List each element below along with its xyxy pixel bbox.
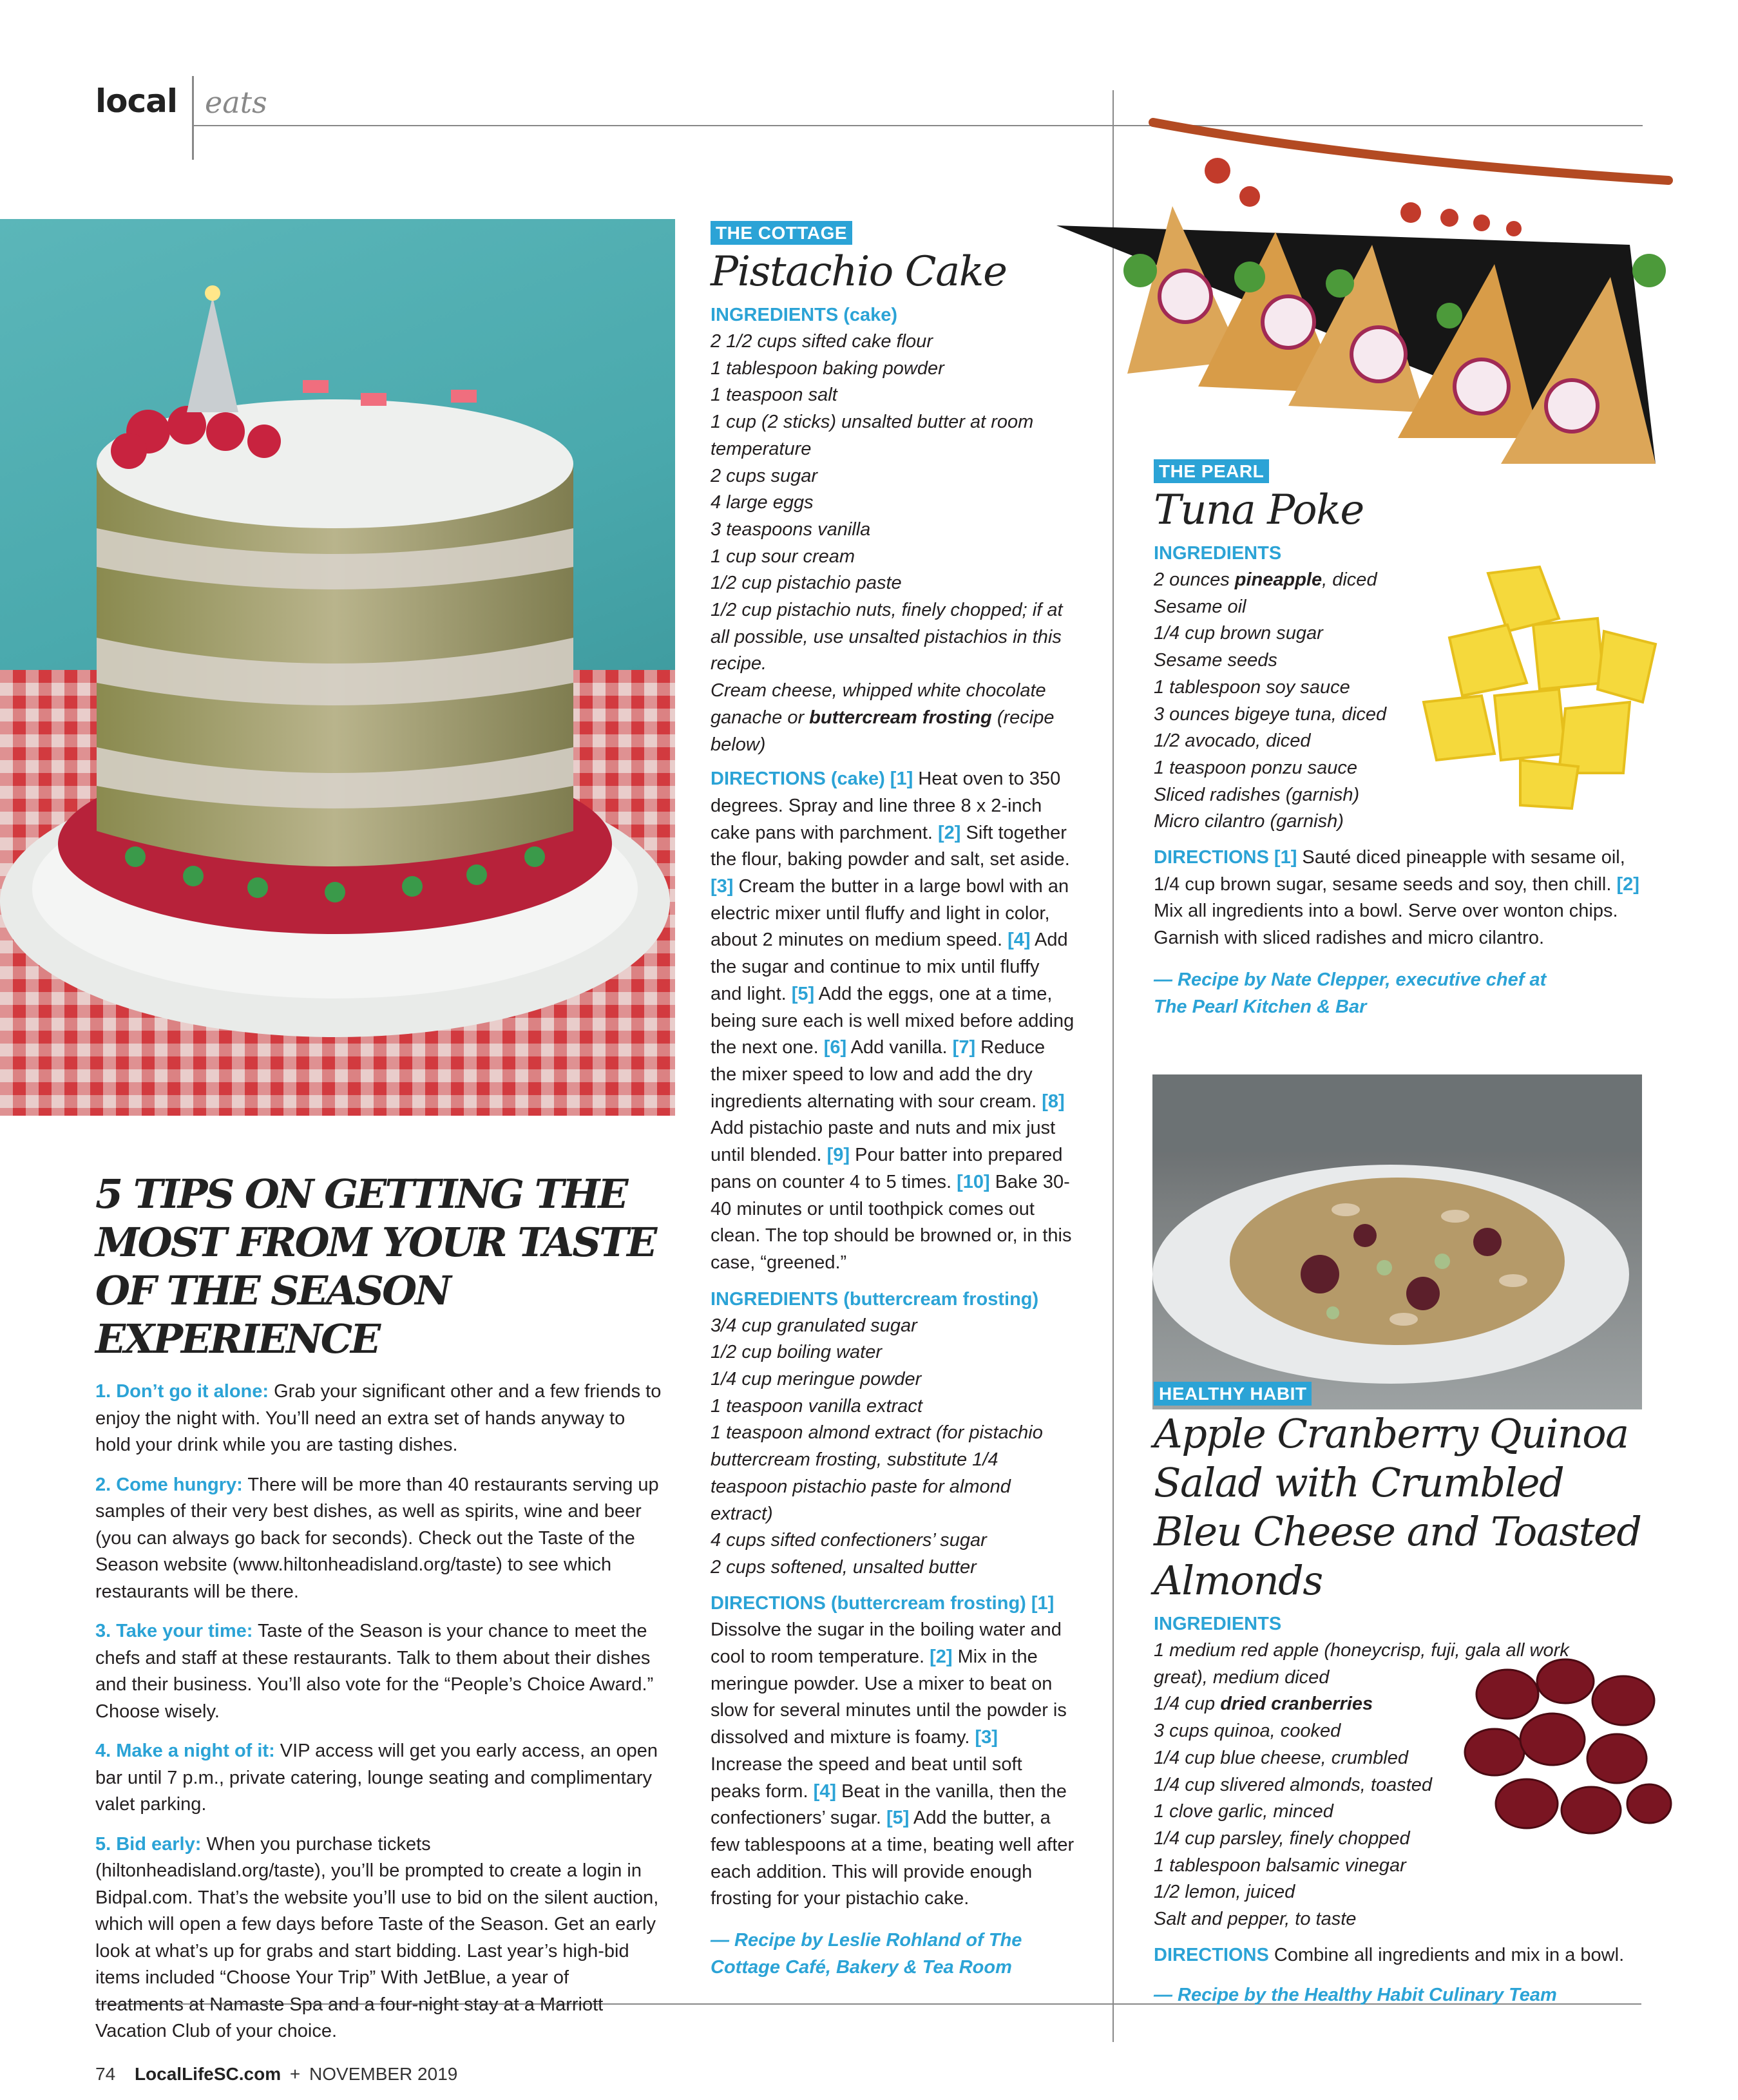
cake-ingredient-frosting: Cream cheese, whipped white chocolate ganache or buttercream frosting (recipe below) [711, 680, 1055, 755]
step-text: Sift together the flour, baking powder and salt, set aside. [711, 822, 1070, 870]
tip-item [95, 1472, 662, 1606]
ingredient-item: 1 tablespoon soy sauce [1154, 676, 1350, 698]
poke-illustration [1037, 103, 1681, 477]
tuna-poke-photo [1037, 103, 1681, 477]
ingredient-item: 1/4 cup meringue powder [711, 1369, 922, 1390]
step-text: Cream the butter in a large bowl with an electric mixer until fluffy and light in color, about 2 minutes on medium speed. [711, 876, 1069, 951]
subsection-name: eats [205, 85, 267, 120]
cranberries-illustration [1456, 1649, 1675, 1855]
step-text: Mix all ingredients into a bowl. Serve over wonton chips. Garnish with sliced radishes and micro cilantro. [1154, 901, 1618, 949]
quinoa-badge: HEALTHY HABIT [1154, 1382, 1312, 1406]
section-name: local [95, 82, 178, 120]
tip-item [95, 1618, 662, 1725]
step-text: Add pistachio paste and nuts and mix just until blended. [711, 1118, 1056, 1166]
pineapple-photo [1411, 560, 1668, 812]
step-number: [5] [791, 983, 815, 1004]
ingredient-item: 4 cups sifted confectioners’ sugar [711, 1530, 987, 1551]
poke-directions: DIRECTIONS [1] Sauté diced pineapple with sesame oil, 1/4 cup brown sugar, sesame seeds and soy, then chill. [2] Mix all ingredients into a bowl. Serve over wonton chips. Garnish with sliced radishes and micro cilantro. [1154, 847, 1639, 949]
quinoa-credit: — Recipe by the Healthy Habit Culinary Team [1154, 1985, 1557, 2006]
poke-ingredients-heading: INGREDIENTS [1154, 543, 1282, 564]
quinoa-ingredient-apple: 1 medium red apple (honeycrisp, fuji, gala all work great), medium diced [1154, 1640, 1569, 1688]
ingredient-item: 1 teaspoon almond extract (for pistachio buttercream frosting, substitute 1/4 teaspoon pistachio paste for almond extract) [711, 1422, 1043, 1524]
ingredient-item: 1 cup sour cream [711, 546, 855, 567]
step-number: [2] [930, 1647, 953, 1668]
quinoa-ingredients-heading: INGREDIENTS [1154, 1614, 1282, 1634]
step-text: Reduce the mixer speed to low and add the dry ingredients alternating with sour cream. [711, 1037, 1046, 1112]
ingredient-item: 3 cups quinoa, cooked [1154, 1721, 1341, 1742]
ingredient-item: 1/2 cup pistachio nuts, finely chopped; if at all possible, use unsalted pistachios in this recipe. [711, 600, 1063, 674]
poke-credit: — Recipe by Nate Clepper, executive chef at The Pearl Kitchen & Bar [1154, 969, 1547, 1017]
ingredient-item: 4 large eggs [711, 492, 814, 513]
ingredient-item: 3/4 cup granulated sugar [711, 1315, 917, 1336]
step-number: [1] [890, 768, 913, 790]
cake-recipe [711, 221, 1074, 1981]
step-number: [3] [711, 876, 734, 897]
tips-title: 5 TIPS ON GETTING THE MOST FROM YOUR TASTE OF THE SEASON EXPERIENCE [95, 1170, 656, 1362]
step-number: [5] [886, 1808, 910, 1829]
tip-text: Grab your significant other and a few friends to enjoy the night with. You’ll need an extra set of hands anyway to hold your drink while you are tasting dishes. [95, 1381, 662, 1455]
ingredient-item: Salt and pepper, to taste [1154, 1909, 1357, 1930]
ingredient-item: 2 cups sugar [711, 465, 818, 486]
step-number: [2] [938, 822, 961, 843]
tip-text: Taste of the Season is your chance to meet the chefs and staff at these restaurants. Talk to them about their dishes and their business. You’ll also vote for the “People’s Choice Award.” Choose wisely. [95, 1621, 654, 1722]
ingredient-item: 2 cups softened, unsalted butter [711, 1556, 977, 1578]
step-text: Dissolve the sugar in the boiling water and cool to room temperature. [711, 1619, 1062, 1668]
site-name: LocalLifeSC.com [134, 2064, 282, 2084]
ingredient-item: 1/2 cup pistachio paste [711, 573, 902, 594]
ingredient-item: 1/4 cup brown sugar [1154, 623, 1323, 644]
cake-ingredients-list [711, 329, 1074, 678]
step-text: Sauté diced pineapple with sesame oil, 1/4 cup brown sugar, sesame seeds and soy, then chill. [1154, 847, 1625, 895]
cake-badge: THE COTTAGE [711, 221, 852, 245]
cranberries-photo [1456, 1649, 1675, 1855]
page-header [95, 82, 177, 128]
ingredient-item: 1 teaspoon ponzu sauce [1154, 757, 1358, 778]
tip-item [95, 1379, 662, 1459]
cake-ingredients-heading: INGREDIENTS (cake) [711, 305, 898, 325]
ingredient-item: 1 cup (2 sticks) unsalted butter at room temperature [711, 412, 1034, 459]
step-number: [4] [1007, 930, 1031, 951]
poke-badge: THE PEARL [1154, 459, 1269, 483]
step-number: [6] [823, 1037, 847, 1058]
step-text: Beat in the vanilla, then the confectioners’ sugar. [711, 1780, 1067, 1829]
ingredient-item: 1/2 lemon, juiced [1154, 1882, 1295, 1903]
frosting-ingredients-list [711, 1313, 1074, 1581]
ingredient-item: Sesame oil [1154, 596, 1246, 617]
step-number: [10] [957, 1171, 990, 1192]
ingredient-item: 1 teaspoon vanilla extract [711, 1395, 922, 1417]
cake-photo [0, 219, 675, 1116]
cake-illustration [0, 219, 675, 1116]
step-number: [4] [813, 1780, 837, 1802]
header-divider [192, 76, 194, 160]
step-text: Heat oven to 350 degrees. Spray and line three 8 x 2-inch cake pans with parchment. [711, 768, 1061, 843]
step-number: [2] [1616, 873, 1639, 895]
quinoa-salad-photo [1152, 1074, 1642, 1409]
tip-label: 2. Come hungry: [95, 1474, 243, 1495]
tip-label: 1. Don’t go it alone: [95, 1381, 269, 1402]
tip-text: When you purchase tickets (hiltonheadisland.org/taste), you’ll be prompted to create a login in Bidpal.com. That’s the website you’ll use to bid on the silent auction, which will open a few days before Taste of the Season. Get an early look at what’s up for grabs and start bidding. Last year’s high-bid items included “Choose Your Trip” With JetBlue, a year of treatments at Namaste Spa and a four-night stay at a Marriott Vacation Club of your choice. [95, 1833, 659, 2041]
ingredient-item: Sesame seeds [1154, 650, 1277, 671]
step-number: [7] [952, 1037, 976, 1058]
step-text: Mix in the meringue powder. Use a mixer to beat on slow for several minutes until the powder is dissolved and mixture is foamy. [711, 1647, 1067, 1748]
pineapple-illustration [1411, 560, 1668, 812]
ingredient-item: 1 teaspoon salt [711, 385, 837, 406]
step-text: Bake 30-40 minutes or until toothpick comes out clean. The top should be browned or, in this case, “greened.” [711, 1171, 1072, 1273]
quinoa-ingredient-cranberries: 1/4 cup dried cranberries [1154, 1694, 1373, 1715]
step-text: Add the sugar and continue to mix until fluffy and light. [711, 930, 1068, 1004]
step-number: [1] [1274, 847, 1297, 868]
step-text: Add the butter, a few tablespoons at a time, beating well after each addition. This will provide enough frosting for your pistachio cake. [711, 1808, 1074, 1909]
frosting-directions: DIRECTIONS (buttercream frosting) [1] Dissolve the sugar in the boiling water and cool to room temperature. [2] Mix in the meringue powder. Use a mixer to beat on slow for several minutes until the powder is dissolved and mixture is foamy. [3] Increase the speed and beat until soft peaks form. [4] Beat in the vanilla, then the confectioners’ sugar. [5] Add the butter, a few tablespoons at a time, beating well after each addition. This will provide enough frosting for your pistachio cake. [711, 1592, 1074, 1909]
step-number: [3] [975, 1727, 998, 1748]
step-text: Add the eggs, one at a time, being sure each is well mixed before adding the next one. [711, 983, 1074, 1058]
ingredient-item: 1/4 cup parsley, finely chopped [1154, 1828, 1410, 1849]
ingredient-item: 1/2 avocado, diced [1154, 730, 1311, 752]
tip-text: There will be more than 40 restaurants serving up samples of their very best dishes, as well as spirits, wine and beer (you can always go back for seconds). Check out the Taste of the Season website (www.hiltonheadisland.org/taste) to see which restaurants will be there. [95, 1474, 659, 1602]
issue-date: NOVEMBER 2019 [309, 2064, 458, 2084]
step-number: [9] [826, 1145, 850, 1166]
ingredient-item: 2 1/2 cups sifted cake flour [711, 331, 933, 352]
page-number: 74 [95, 2064, 116, 2084]
ingredient-item: 1 tablespoon baking powder [711, 358, 944, 379]
footer-separator: + [289, 2064, 301, 2084]
ingredient-item: 3 ounces bigeye tuna, diced [1154, 703, 1387, 725]
cake-title: Pistachio Cake [711, 248, 1007, 296]
ingredient-item: 1/2 cup boiling water [711, 1342, 882, 1363]
poke-title: Tuna Poke [1154, 486, 1364, 534]
step-number: [8] [1042, 1091, 1065, 1112]
tips-list [95, 1379, 662, 2045]
frosting-ingredients-heading: INGREDIENTS (buttercream frosting) [711, 1288, 1039, 1310]
tip-text: VIP access will get you early access, an open bar until 7 p.m., private catering, lounge seating and complimentary valet parking. [95, 1741, 658, 1815]
page-footer [95, 2064, 457, 2085]
ingredient-item: 3 teaspoons vanilla [711, 519, 871, 540]
ingredient-item: 1 tablespoon balsamic vinegar [1154, 1855, 1406, 1876]
poke-ingredient-pineapple: 2 ounces pineapple, diced [1154, 569, 1377, 590]
tip-label: 3. Take your time: [95, 1621, 253, 1641]
step-text: Increase the speed and beat until soft peaks form. [711, 1753, 1022, 1802]
ingredient-item: 1 clove garlic, minced [1154, 1801, 1333, 1822]
step-number: [1] [1031, 1592, 1055, 1614]
cake-credit: — Recipe by Leslie Rohland of The Cottage Café, Bakery & Tea Room [711, 1930, 1022, 1978]
step-text: Add vanilla. [846, 1037, 953, 1058]
tip-label: 5. Bid early: [95, 1833, 202, 1855]
ingredient-item: Sliced radishes (garnish) [1154, 784, 1360, 805]
tip-label: 4. Make a night of it: [95, 1741, 275, 1761]
quinoa-title: Apple Cranberry Quinoa Salad with Crumbled Bleu Cheese and Toasted Almonds [1154, 1410, 1641, 1604]
quinoa-directions: DIRECTIONS Combine all ingredients and mix in a bowl. [1154, 1944, 1625, 1965]
tip-item [95, 1831, 662, 2045]
cake-directions: DIRECTIONS (cake) [1] Heat oven to 350 degrees. Spray and line three 8 x 2-inch cake pans with parchment. [2] Sift together the flour, baking powder and salt, set aside. [3] Cream the butter in a large bowl with an electric mixer until fluffy and light in color, about 2 minutes on medium speed. [4] Add the sugar and continue to mix until fluffy and light. [5] Add the eggs, one at a time, being sure each is well mixed before adding the next one. [6] Add vanilla. [7] Reduce the mixer speed to low and add the dry ingredients alternating with sour cream. [8] Add pistachio paste and nuts and mix just until blended. [9] Pour batter into prepared pans on counter 4 to 5 times. [10] Bake 30-40 minutes or until toothpick comes out clean. The top should be browned or, in this case, “greened.” [711, 768, 1074, 1273]
step-text: Pour batter into prepared pans on counter 4 to 5 times. [711, 1145, 1063, 1192]
quinoa-illustration [1152, 1074, 1642, 1409]
ingredient-item: 1/4 cup slivered almonds, toasted [1154, 1774, 1433, 1795]
tips-section [95, 1170, 662, 2058]
ingredient-item: 1/4 cup blue cheese, crumbled [1154, 1747, 1408, 1768]
tip-item [95, 1738, 662, 1818]
ingredient-item: Micro cilantro (garnish) [1154, 811, 1344, 832]
